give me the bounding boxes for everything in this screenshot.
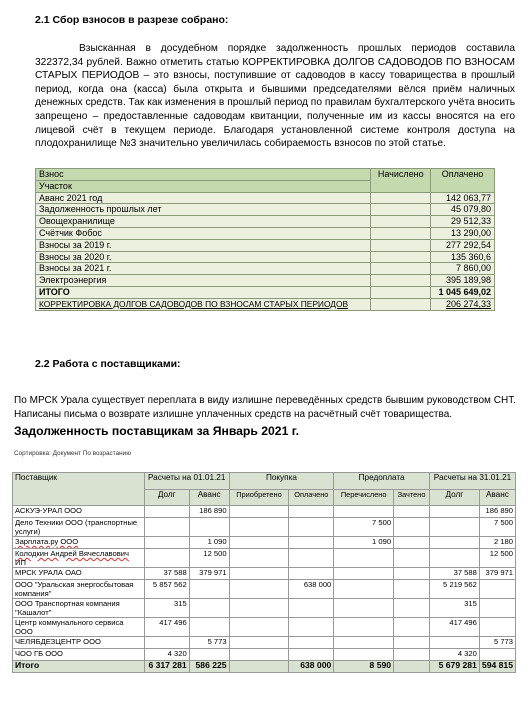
supplier-c5 [334, 618, 394, 637]
supplier-name [13, 537, 145, 549]
contribution-label: Овощехранилище [36, 216, 371, 228]
adjustment-paid: 206 274,33 [431, 298, 495, 310]
suppliers-title: Задолженность поставщикам за Январь 2021 г. [14, 424, 299, 438]
header-paid: Оплачено [289, 489, 334, 506]
supplier-c4 [289, 618, 334, 637]
supplier-c6 [394, 580, 430, 599]
supplier-c8: 379 971 [479, 568, 515, 580]
supplier-name-text: ЧОО ГБ ООО [15, 649, 63, 658]
total-accrued [371, 286, 431, 298]
header-vznos: Взнос [36, 169, 371, 181]
supplier-c3 [229, 568, 289, 580]
supplier-name-text: Колодкин Андрей Вячеславович ИП [15, 549, 129, 567]
contribution-row [36, 251, 495, 263]
supplier-row [13, 599, 516, 618]
supplier-c8: 2 180 [479, 537, 515, 549]
supplier-c6 [394, 568, 430, 580]
contribution-accrued [371, 239, 431, 251]
contribution-accrued [371, 251, 431, 263]
supplier-c2: 379 971 [189, 568, 229, 580]
total-c8: 594 815 [479, 661, 515, 673]
supplier-name [13, 599, 145, 618]
total-label: ИТОГО [36, 286, 371, 298]
contributions-adjustment-row [36, 298, 495, 310]
supplier-c3 [229, 599, 289, 618]
supplier-name [13, 580, 145, 599]
contribution-label: Взносы за 2021 г. [36, 263, 371, 275]
supplier-c5: 1 090 [334, 537, 394, 549]
supplier-c6 [394, 549, 430, 568]
header-transferred: Перечислено [334, 489, 394, 506]
supplier-name [13, 506, 145, 518]
supplier-name-text: Дело Техники ООО (транспортные услуги) [15, 518, 138, 536]
contribution-accrued [371, 275, 431, 287]
supplier-name-text: ООО "Уральская энергосбытовая компания" [15, 580, 134, 598]
contributions-table [35, 168, 495, 311]
supplier-c4: 638 000 [289, 580, 334, 599]
supplier-c2 [189, 518, 229, 537]
supplier-c5 [334, 580, 394, 599]
header-acquired: Приобретено [229, 489, 289, 506]
supplier-row [13, 549, 516, 568]
contribution-row [36, 263, 495, 275]
total-paid: 1 045 649,02 [431, 286, 495, 298]
supplier-row [13, 537, 516, 549]
header-advance2: Аванс [479, 489, 515, 506]
supplier-name-text: ООО Транспортная компания "Кашалот" [15, 599, 120, 617]
contribution-label: Электроэнергия [36, 275, 371, 287]
contribution-paid: 142 063,77 [431, 192, 495, 204]
supplier-name [13, 649, 145, 661]
supplier-name-text: МРСК УРАЛА ОАО [15, 568, 82, 577]
supplier-c5 [334, 599, 394, 618]
contribution-paid: 45 079,80 [431, 204, 495, 216]
supplier-c8 [479, 618, 515, 637]
header-uchastok: Участок [36, 180, 371, 192]
supplier-name [13, 549, 145, 568]
supplier-c8 [479, 649, 515, 661]
header-supplier: Поставщик [13, 473, 145, 506]
supplier-c1: 5 857 562 [144, 580, 189, 599]
supplier-c2: 12 500 [189, 549, 229, 568]
supplier-c7 [429, 506, 479, 518]
contribution-paid: 13 290,00 [431, 227, 495, 239]
supplier-c6 [394, 506, 430, 518]
contribution-paid: 395 189,98 [431, 275, 495, 287]
suppliers-table [12, 472, 516, 673]
total-c3 [229, 661, 289, 673]
supplier-c6 [394, 537, 430, 549]
supplier-c3 [229, 649, 289, 661]
header-start: Расчеты на 01.01.21 [144, 473, 229, 490]
adjustment-accrued [371, 298, 431, 310]
supplier-c6 [394, 649, 430, 661]
supplier-c3 [229, 637, 289, 649]
header-prepay: Предоплата [334, 473, 430, 490]
supplier-c2: 186 890 [189, 506, 229, 518]
contributions-total-row [36, 286, 495, 298]
supplier-c8: 186 890 [479, 506, 515, 518]
contribution-accrued [371, 227, 431, 239]
supplier-c4 [289, 568, 334, 580]
supplier-c7 [429, 537, 479, 549]
supplier-name [13, 637, 145, 649]
suppliers-total-label: Итого [13, 661, 145, 673]
section1-paragraph-text: Взысканная в досудебном порядке задолженность прошлых периодов составила 322372,34 рублей. Важно отметить статью КОРРЕКТИРОВКА ДОЛГОВ САДОВОДОВ ПО ВЗНОСАМ СТАРЫХ ПЕРИОДОВ – это взносы, поступившие от садоводов в кассу товарищества в прошлый период, когда она (касса) была открыта и бывшими председателями вёлся приём наличных денежных средств. Так как изменения в прошлый период по правилам бухгалтерского учёта вносить запрещено – предоставленные садоводам квитанции, полученные им из кассы вносятся на его лицевой счёт в текущем периоде. Благодаря установленной системе контроля доступа на плодохранилище №3 значительно увеличилась собираемость взносов по этой статье. [35, 43, 515, 150]
section2-heading: 2.2 Работа с поставщиками: [35, 358, 181, 370]
contribution-row [36, 239, 495, 251]
supplier-c4 [289, 506, 334, 518]
supplier-c8 [479, 599, 515, 618]
supplier-c1: 417 496 [144, 618, 189, 637]
contribution-label: Взносы за 2019 г. [36, 239, 371, 251]
contribution-accrued [371, 216, 431, 228]
supplier-c1: 37 588 [144, 568, 189, 580]
supplier-name-text: АСКУЭ-УРАЛ ООО [15, 506, 82, 515]
contribution-label: Задолженность прошлых лет [36, 204, 371, 216]
supplier-c1: 315 [144, 599, 189, 618]
supplier-c7 [429, 637, 479, 649]
supplier-c3 [229, 518, 289, 537]
supplier-c2 [189, 599, 229, 618]
supplier-c4 [289, 549, 334, 568]
supplier-name-text: Центр коммунального сервиса ООО [15, 618, 124, 636]
supplier-c3 [229, 506, 289, 518]
supplier-name [13, 618, 145, 637]
section2-paragraph: По МРСК Урала существует переплата в виду излишне переведённых средств бывшим руководством СНТ. Написаны письма о возврате излишне уплаченных средств на расчётный счёт товарищества. [14, 395, 516, 420]
contributions-header-row [36, 169, 495, 181]
header-end: Расчеты на 31.01.21 [429, 473, 515, 490]
supplier-c1: 4 320 [144, 649, 189, 661]
total-c6 [394, 661, 430, 673]
supplier-name-text: ЧЕЛЯБДЕЗЦЕНТР ООО [15, 637, 101, 646]
supplier-c6 [394, 618, 430, 637]
header-advance: Аванс [189, 489, 229, 506]
total-c2: 586 225 [189, 661, 229, 673]
supplier-c5 [334, 637, 394, 649]
suppliers-header-row [13, 473, 516, 490]
supplier-c7 [429, 549, 479, 568]
supplier-c2 [189, 649, 229, 661]
supplier-row [13, 618, 516, 637]
supplier-c8: 12 500 [479, 549, 515, 568]
header-debt2: Долг [429, 489, 479, 506]
supplier-c5 [334, 506, 394, 518]
contribution-label: Взносы за 2020 г. [36, 251, 371, 263]
header-oplacheno: Оплачено [431, 169, 495, 193]
supplier-c1 [144, 549, 189, 568]
contribution-row [36, 227, 495, 239]
supplier-c4 [289, 599, 334, 618]
contribution-paid: 277 292,54 [431, 239, 495, 251]
contribution-label: Счётчик Фобос [36, 227, 371, 239]
contribution-paid: 29 512,33 [431, 216, 495, 228]
supplier-c8 [479, 580, 515, 599]
total-c5: 8 590 [334, 661, 394, 673]
contribution-row [36, 275, 495, 287]
contribution-label: Аванс 2021 год [36, 192, 371, 204]
total-c4: 638 000 [289, 661, 334, 673]
header-nachisleno: Начислено [371, 169, 431, 193]
header-purchase: Покупка [229, 473, 334, 490]
contribution-accrued [371, 192, 431, 204]
sort-note: Сортировка: Документ По возрастанию [14, 450, 132, 457]
supplier-c7: 315 [429, 599, 479, 618]
supplier-c6 [394, 599, 430, 618]
supplier-c4 [289, 537, 334, 549]
supplier-c5 [334, 549, 394, 568]
supplier-c4 [289, 518, 334, 537]
suppliers-total-row [13, 661, 516, 673]
supplier-c7: 4 320 [429, 649, 479, 661]
supplier-row [13, 518, 516, 537]
supplier-c7: 417 496 [429, 618, 479, 637]
contribution-paid: 135 360,6 [431, 251, 495, 263]
contribution-row [36, 204, 495, 216]
supplier-c2: 5 773 [189, 637, 229, 649]
supplier-c5 [334, 649, 394, 661]
contribution-row [36, 216, 495, 228]
contribution-row [36, 192, 495, 204]
supplier-name [13, 568, 145, 580]
supplier-c1 [144, 637, 189, 649]
supplier-c6 [394, 637, 430, 649]
supplier-c1 [144, 537, 189, 549]
total-c7: 5 679 281 [429, 661, 479, 673]
supplier-c2: 1 090 [189, 537, 229, 549]
header-offset: Зачтено [394, 489, 430, 506]
supplier-row [13, 637, 516, 649]
section1-paragraph [35, 42, 515, 151]
supplier-c1 [144, 518, 189, 537]
contribution-paid: 7 860,00 [431, 263, 495, 275]
supplier-c4 [289, 649, 334, 661]
supplier-name [13, 518, 145, 537]
supplier-c3 [229, 618, 289, 637]
supplier-name-text: Зарплата.ру ООО [15, 537, 79, 546]
supplier-c2 [189, 618, 229, 637]
total-c1: 6 317 281 [144, 661, 189, 673]
contribution-accrued [371, 263, 431, 275]
supplier-row [13, 568, 516, 580]
supplier-c2 [189, 580, 229, 599]
supplier-c3 [229, 537, 289, 549]
supplier-row [13, 649, 516, 661]
supplier-c7: 37 588 [429, 568, 479, 580]
adjustment-label: КОРРЕКТИРОВКА ДОЛГОВ САДОВОДОВ ПО ВЗНОСАМ СТАРЫХ ПЕРИОДОВ [36, 298, 371, 310]
header-debt: Долг [144, 489, 189, 506]
supplier-c1 [144, 506, 189, 518]
supplier-row [13, 506, 516, 518]
supplier-c5 [334, 568, 394, 580]
supplier-c8: 7 500 [479, 518, 515, 537]
supplier-c6 [394, 518, 430, 537]
supplier-c7: 5 219 562 [429, 580, 479, 599]
supplier-c3 [229, 549, 289, 568]
supplier-row [13, 580, 516, 599]
supplier-c4 [289, 637, 334, 649]
section1-heading: 2.1 Сбор взносов в разрезе собрано: [35, 14, 229, 26]
supplier-c5: 7 500 [334, 518, 394, 537]
contribution-accrued [371, 204, 431, 216]
supplier-c8: 5 773 [479, 637, 515, 649]
supplier-c3 [229, 580, 289, 599]
supplier-c7 [429, 518, 479, 537]
